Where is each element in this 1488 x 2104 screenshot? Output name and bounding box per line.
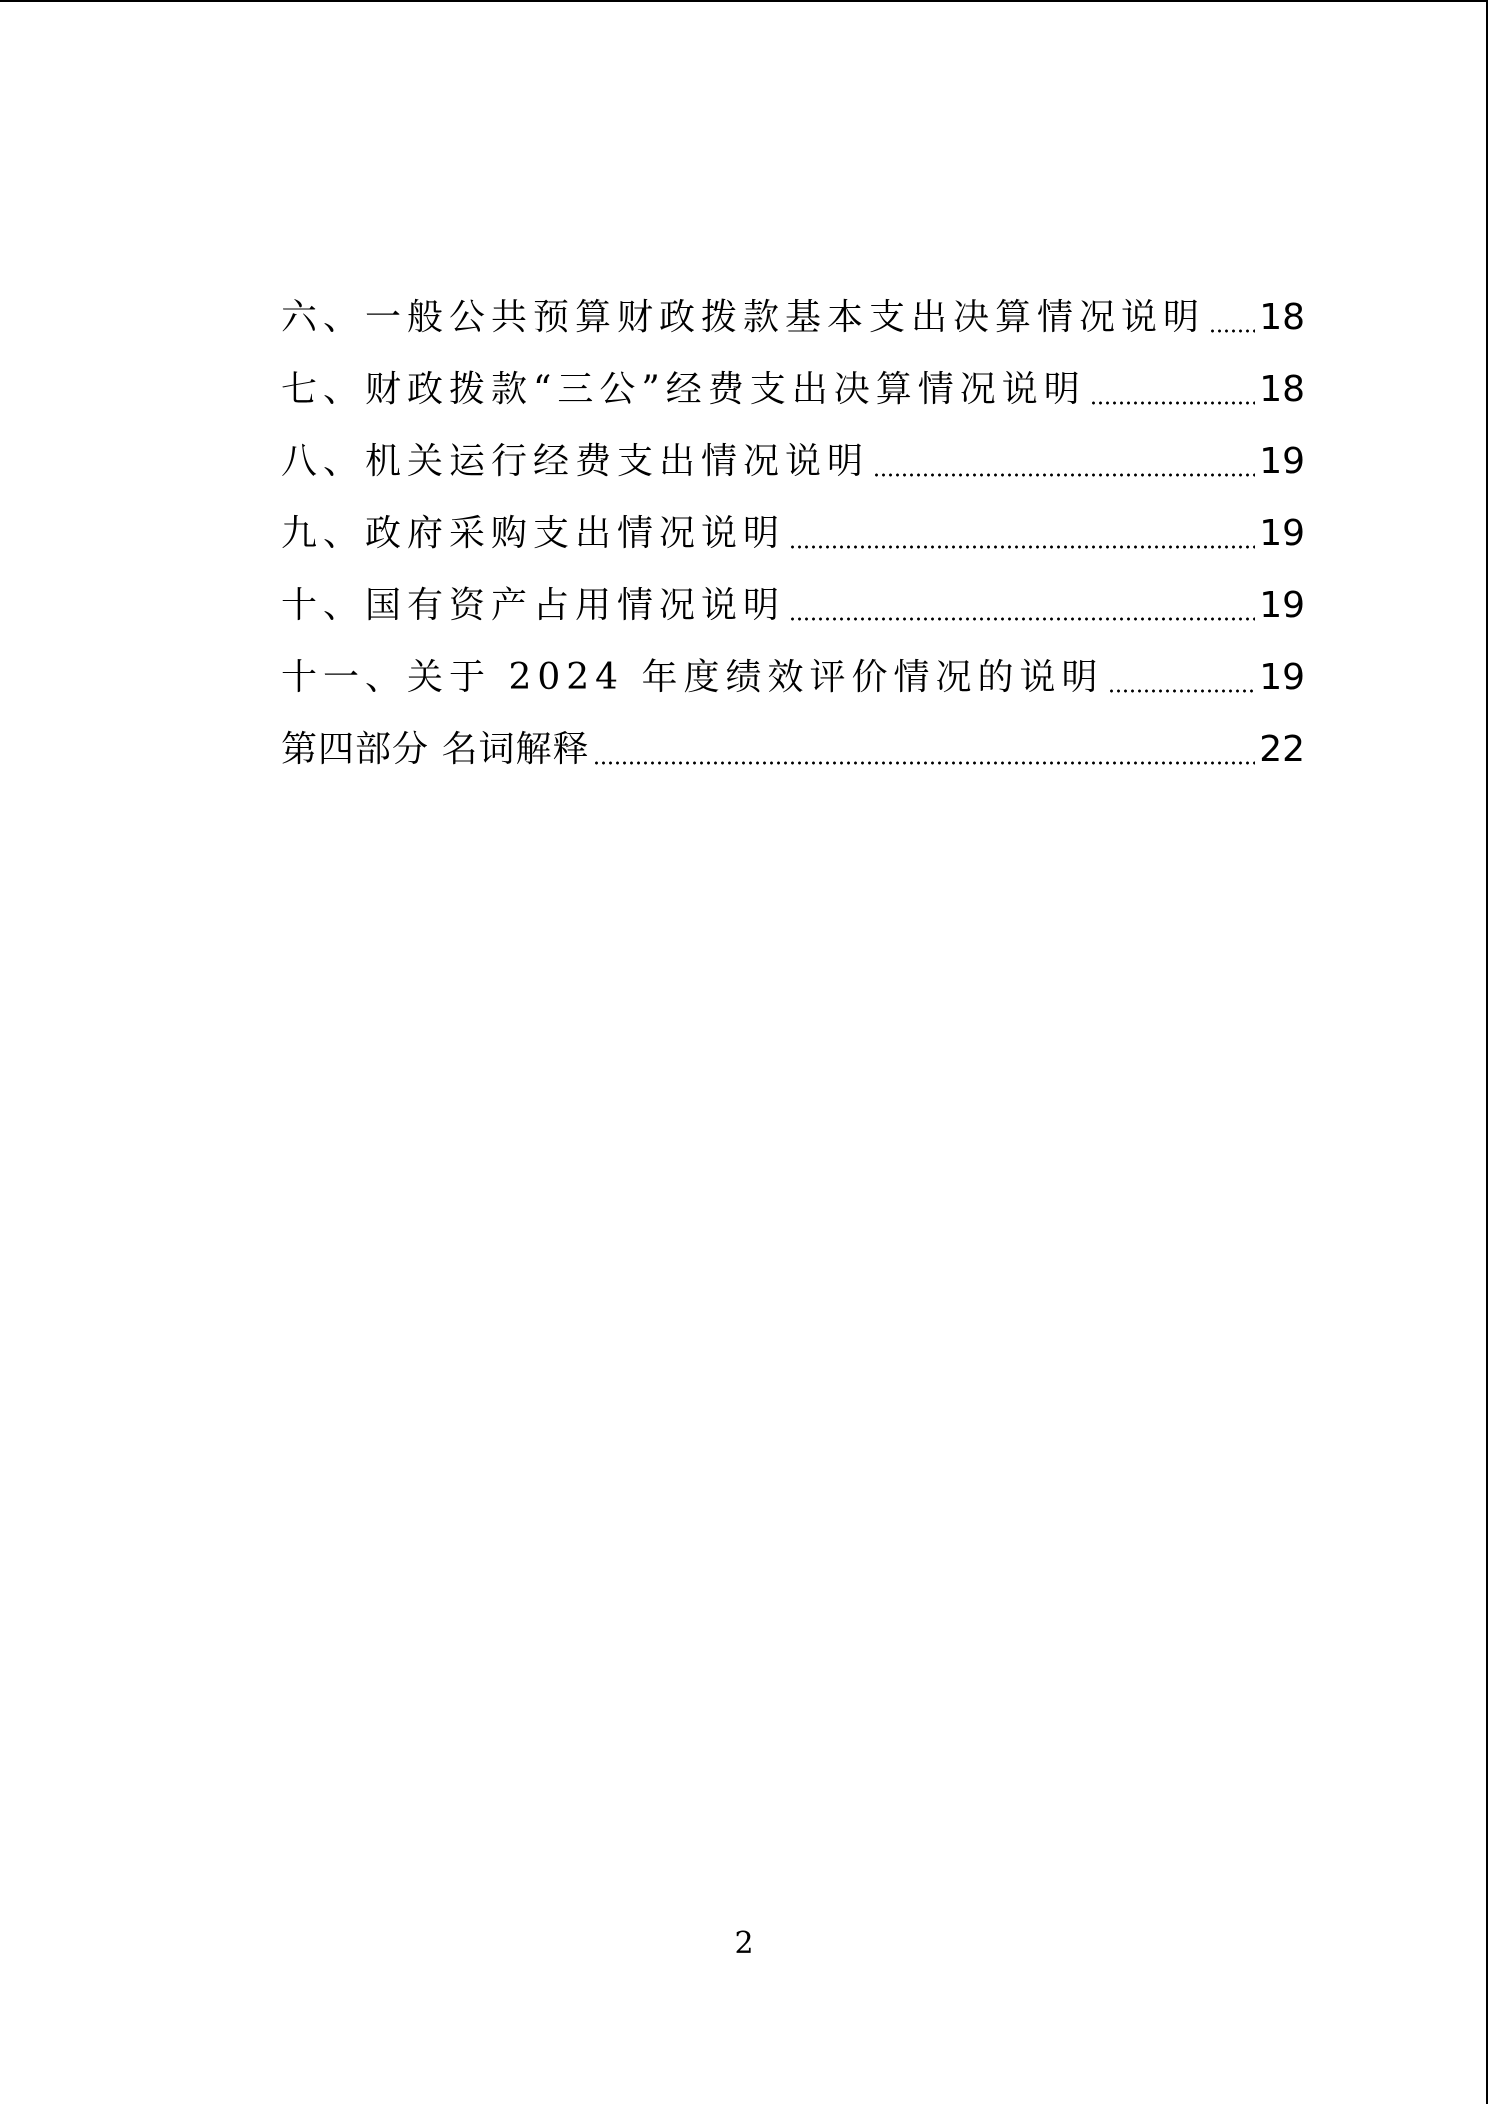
toc-dot-leader bbox=[873, 472, 1255, 478]
page-number: 2 bbox=[734, 1926, 754, 1961]
toc-entry-9[interactable] bbox=[281, 498, 1305, 570]
toc-entry-title: 九、政府采购支出情况说明 bbox=[281, 513, 786, 554]
toc-entry-7[interactable] bbox=[281, 354, 1305, 426]
toc-entry-title: 十、国有资产占用情况说明 bbox=[281, 585, 786, 626]
toc-dot-leader bbox=[789, 544, 1255, 550]
table-of-contents bbox=[281, 282, 1305, 786]
toc-entry-6[interactable] bbox=[281, 282, 1305, 354]
toc-dot-leader bbox=[1108, 688, 1256, 694]
toc-dot-leader bbox=[593, 760, 1255, 766]
toc-entry-part-4[interactable] bbox=[281, 714, 1305, 786]
toc-entry-page: 22 bbox=[1259, 729, 1305, 770]
toc-entry-title: 八、机关运行经费支出情况说明 bbox=[281, 441, 870, 482]
toc-entry-title: 第四部分 名词解释 bbox=[281, 729, 590, 770]
toc-entry-page: 19 bbox=[1259, 657, 1305, 698]
toc-entry-10[interactable] bbox=[281, 570, 1305, 642]
toc-dot-leader bbox=[1090, 400, 1255, 406]
toc-entry-page: 18 bbox=[1259, 369, 1305, 410]
page-top-border bbox=[0, 0, 1488, 2]
toc-dot-leader bbox=[1209, 328, 1255, 334]
toc-entry-page: 19 bbox=[1259, 441, 1305, 482]
toc-entry-title: 七、财政拨款“三公”经费支出决算情况说明 bbox=[281, 369, 1086, 410]
toc-entry-page: 19 bbox=[1259, 513, 1305, 554]
toc-entry-title: 六、一般公共预算财政拨款基本支出决算情况说明 bbox=[281, 297, 1206, 338]
toc-entry-page: 19 bbox=[1259, 585, 1305, 626]
toc-entry-11[interactable] bbox=[281, 642, 1305, 714]
toc-entry-8[interactable] bbox=[281, 426, 1305, 498]
toc-entry-page: 18 bbox=[1259, 297, 1305, 338]
toc-dot-leader bbox=[789, 616, 1255, 622]
toc-entry-title: 十一、关于 2024 年度绩效评价情况的说明 bbox=[281, 657, 1104, 698]
